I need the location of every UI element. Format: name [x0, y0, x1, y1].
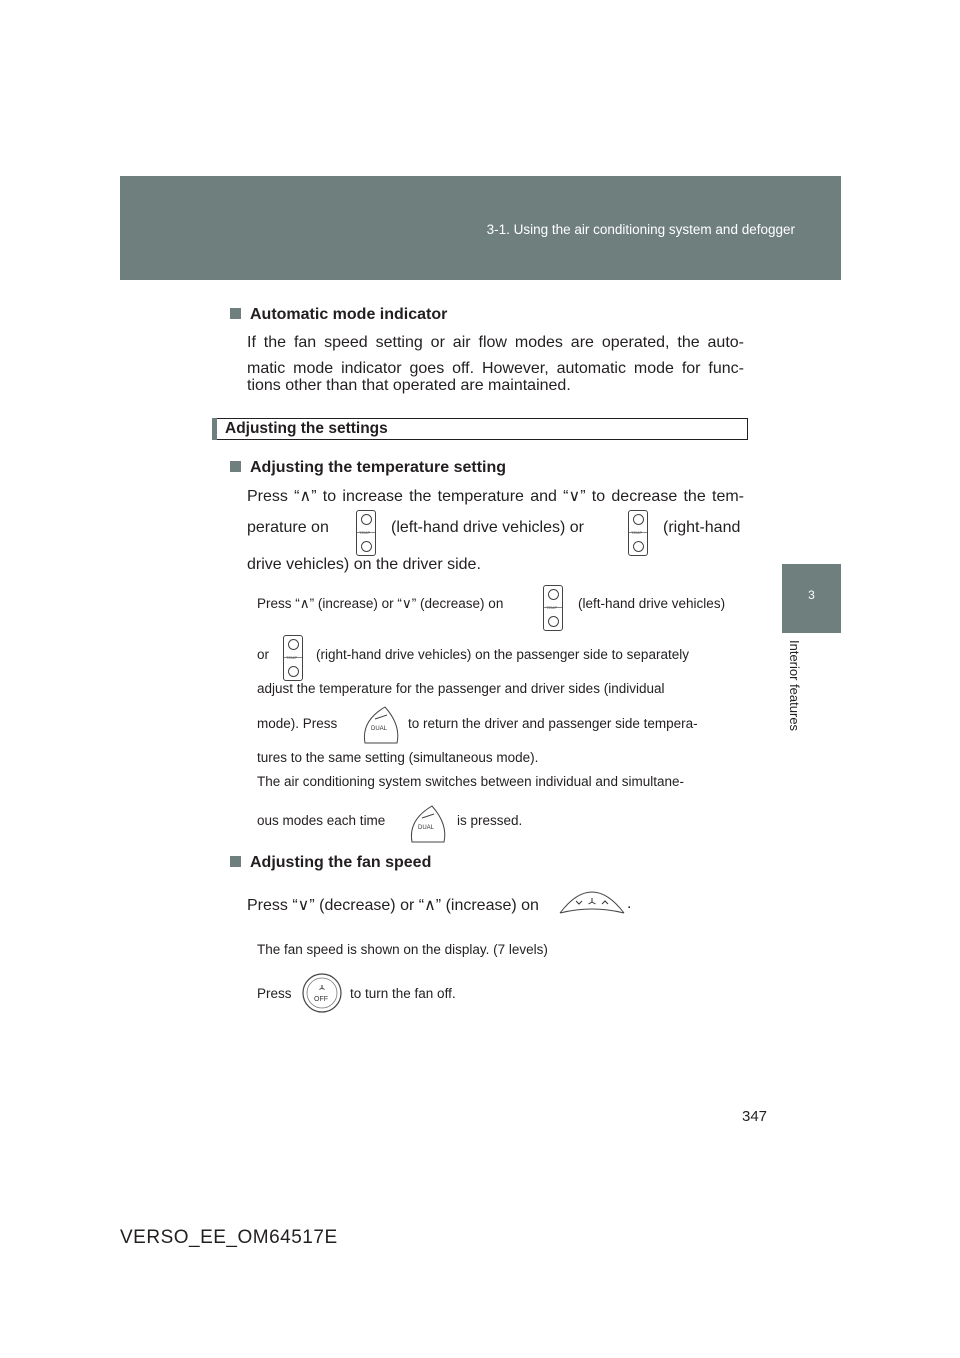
temp-button-lhd-icon: TEMP — [356, 510, 376, 556]
dual-button-icon — [357, 701, 403, 747]
auto-indicator-heading: Automatic mode indicator — [230, 306, 447, 324]
temp-button-rhd-passenger-icon: TEMP — [283, 635, 303, 681]
square-bullet-icon — [230, 856, 241, 867]
temperature-heading: Adjusting the temperature setting — [230, 459, 506, 477]
temperature-line-2b: (left-hand drive vehicles) or — [391, 519, 584, 536]
temp-note-6: The air conditioning system switches between individual and simultane- — [257, 774, 684, 789]
svg-text:DUAL: DUAL — [418, 825, 435, 831]
temp-note-7b: is pressed. — [457, 813, 523, 828]
chapter-label-container — [787, 640, 805, 750]
chapter-number: 3 — [808, 588, 815, 602]
temperature-line-2a: perature on — [247, 519, 329, 536]
fan-note-2a: Press — [257, 986, 292, 1001]
temperature-line-1: Press “∧” to increase the temperature and “∨” to decrease the tem- — [247, 488, 744, 505]
temp-note-2a: or — [257, 647, 270, 662]
temperature-line-3: drive vehicles) on the driver side. — [247, 556, 481, 573]
temperature-line-2c: (right-hand — [663, 519, 741, 536]
fan-note-2b: to turn the fan off. — [350, 986, 456, 1001]
temp-note-1a: Press “∧” (increase) or “∨” (decrease) on — [257, 596, 504, 611]
temp-note-7a: ous modes each time — [257, 813, 386, 828]
auto-indicator-line-1: If the fan speed setting or air flow modes are operated, the auto- — [247, 334, 744, 351]
square-bullet-icon — [230, 461, 241, 472]
chapter-label: Interior features — [787, 640, 802, 732]
auto-indicator-line-2: matic mode indicator goes off. However, automatic mode for func- — [247, 360, 744, 377]
fan-off-button-icon — [301, 972, 343, 1014]
temp-note-2b: (right-hand drive vehicles) on the passenger side to separately — [316, 647, 689, 662]
square-bullet-icon — [230, 308, 241, 319]
temp-note-5: tures to the same setting (simultaneous mode). — [257, 750, 539, 765]
temp-button-rhd-icon: TEMP — [628, 510, 648, 556]
section-bar-accent — [212, 418, 217, 440]
temp-note-3: adjust the temperature for the passenger and driver sides (individual — [257, 681, 665, 696]
svg-text:DUAL: DUAL — [371, 726, 388, 732]
auto-indicator-line-3: tions other than that operated are maintained. — [247, 377, 571, 394]
temp-note-4a: mode). Press — [257, 716, 338, 731]
fan-note-1: The fan speed is shown on the display. (7 levels) — [257, 942, 548, 957]
page-number: 347 — [742, 1108, 768, 1125]
dual-button-icon — [404, 800, 450, 846]
temp-button-lhd-passenger-icon: TEMP — [543, 585, 563, 631]
section-title: 3-1. Using the air conditioning system and defogger — [486, 222, 795, 237]
temp-note-1b: (left-hand drive vehicles) — [578, 596, 726, 611]
fan-speed-button-icon — [558, 883, 626, 917]
fan-line-1b: . — [627, 895, 632, 912]
temp-note-4b: to return the driver and passenger side tempera- — [408, 716, 698, 731]
section-bar-title: Adjusting the settings — [225, 420, 388, 437]
fan-heading: Adjusting the fan speed — [230, 854, 431, 872]
document-code: VERSO_EE_OM64517E — [120, 1227, 338, 1248]
fan-line-1a: Press “∨” (decrease) or “∧” (increase) on — [247, 897, 539, 914]
svg-text:OFF: OFF — [314, 996, 328, 1003]
